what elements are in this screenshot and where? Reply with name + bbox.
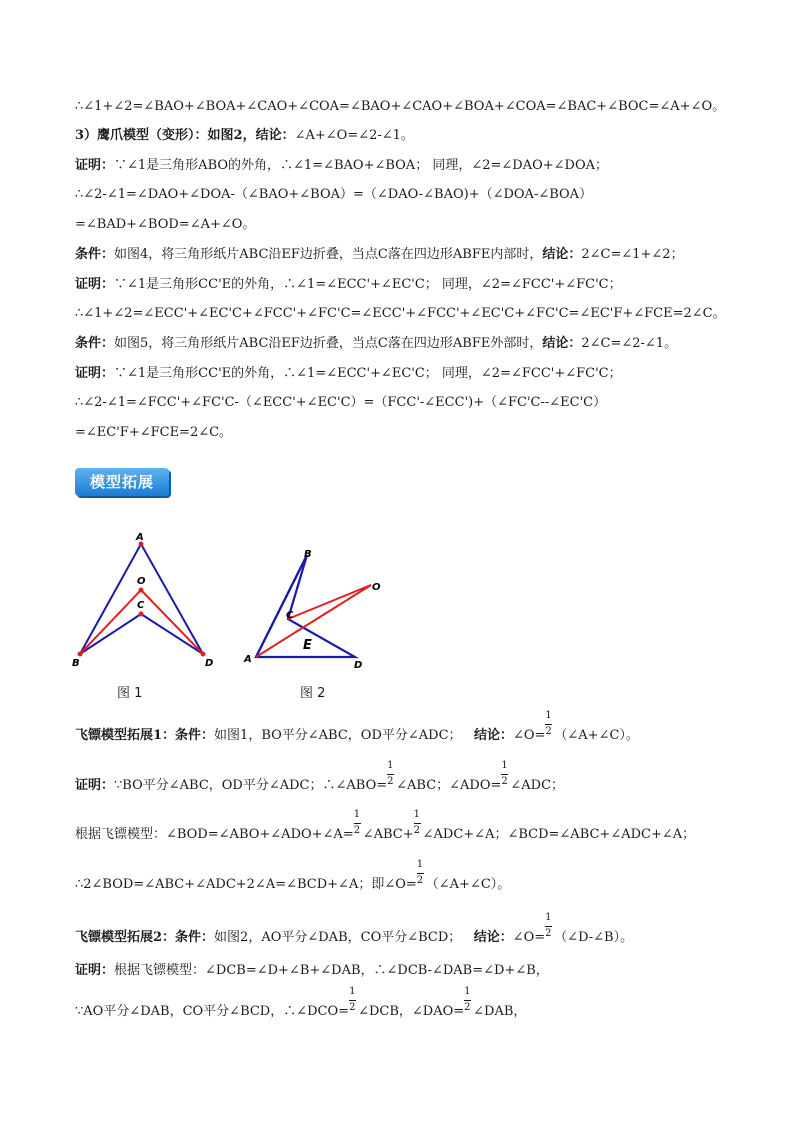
condition-label: 条件：: [75, 336, 115, 351]
text: 根据飞镖模型：∠DCB=∠D+∠B+∠DAB，∴∠DCB-∠DAB=∠D+∠B，: [114, 963, 549, 978]
figure-1-dart-diagram: [68, 528, 228, 673]
condition-line-fig4: [75, 246, 684, 264]
fig1-outer-dart: [80, 544, 203, 654]
frac-bar: [417, 873, 424, 874]
text: ∴∠2-∠1=∠DAO+∠DOA-（∠BAO+∠BOA）=（∠DAO-∠BAO)+（∠DOA-∠BOA）: [75, 187, 593, 202]
frac-num: 1: [413, 809, 421, 820]
text: 2∠C=∠1+∠2；: [581, 247, 684, 262]
frac-bar: [545, 926, 552, 927]
proof-label: 证明：: [75, 366, 115, 381]
frac-bar: [414, 823, 421, 824]
fraction-one-half: [545, 710, 554, 739]
conclusion-label: 结论：: [473, 930, 513, 945]
conclusion-label: 结论：: [473, 728, 513, 743]
proof-line-7: [75, 276, 622, 294]
text: 如图2，AO平分∠DAB，CO平分∠BCD；: [214, 930, 462, 945]
model-extension-badge: 模型拓展: [75, 468, 169, 496]
text: ∵∠1是三角形ABO的外角，∴∠1=∠BAO+∠BOA； 同理，∠2=∠DAO+∠DOA；: [114, 158, 608, 173]
fraction-one-half: [387, 760, 396, 789]
figure-2-caption: 图 2: [300, 686, 326, 701]
fraction-one-half: [413, 809, 423, 838]
ext1-proof-line-3: [75, 859, 511, 894]
frac-den: 2: [545, 928, 552, 939]
heading-text: 3）鹰爪模型（变形）：如图2，结论：: [75, 128, 295, 143]
fraction-one-half: [353, 809, 363, 838]
frac-den: 2: [349, 1002, 356, 1013]
text: ∴2∠BOD=∠ABC+∠ADC+2∠A=∠BCD+∠A；即∠O=: [75, 877, 417, 892]
figure-1-caption: 图 1: [117, 686, 143, 701]
proof-line-3: [75, 157, 608, 175]
fraction-one-half: [416, 859, 426, 888]
ext1-title: 飞镖模型拓展1：条件：: [75, 728, 215, 743]
fig2-label-d: D: [354, 660, 363, 671]
fig1-label-d: D: [205, 658, 214, 669]
proof-label: 证明：: [75, 158, 115, 173]
text: ∠DAB，: [473, 1004, 527, 1019]
ext2-title: 飞镖模型拓展2：条件：: [75, 930, 215, 945]
frac-bar: [349, 1000, 356, 1001]
fig1-point-d: [201, 652, 206, 657]
frac-den: 2: [353, 825, 361, 836]
fig1-label-b: B: [72, 658, 80, 669]
frac-num: 1: [416, 859, 424, 870]
proof-line-8: [75, 305, 726, 323]
frac-num: 1: [349, 986, 356, 997]
proof-line-1: [75, 98, 725, 116]
frac-den: 2: [501, 776, 508, 787]
frac-bar: [387, 774, 394, 775]
condition-label: 条件：: [75, 247, 115, 262]
frac-num: 1: [545, 710, 552, 721]
frac-den: 2: [416, 875, 424, 886]
fig2-label-b: B: [304, 549, 312, 560]
frac-num: 1: [353, 809, 361, 820]
frac-den: 2: [464, 1002, 471, 1013]
text: ∴∠2-∠1=∠FCC'+∠FC'C-（∠ECC'+∠EC'C）=（FCC'-∠ECC')+（∠FC'C--∠EC'C）: [75, 395, 607, 410]
proof-line-11: [75, 394, 606, 412]
text: ∵∠1是三角形CC'E的外角，∴∠1=∠ECC'+∠EC'C； 同理，∠2=∠FCC'+∠FC'C；: [114, 277, 622, 292]
condition-line-fig5: [75, 335, 677, 353]
ext2-condition-line: [75, 912, 634, 947]
fraction-one-half: [545, 912, 554, 941]
proof-line-10: [75, 365, 622, 383]
ext1-condition-line: [75, 710, 639, 745]
fig1-point-b: [78, 652, 83, 657]
text: （∠A+∠C）。: [425, 877, 511, 892]
fig1-label-o: O: [137, 576, 146, 587]
fraction-one-half: [349, 986, 358, 1015]
text: （∠A+∠C）。: [554, 728, 639, 743]
fig2-label-o: O: [372, 582, 381, 593]
text: ∴∠1+∠2=∠BAO+∠BOA+∠CAO+∠COA=∠BAO+∠CAO+∠BOA+∠COA=∠BAC+∠BOC=∠A+∠O。: [75, 99, 726, 114]
fig2-label-a: A: [244, 654, 252, 665]
fraction-one-half: [501, 760, 510, 789]
text: ∠O=: [512, 728, 546, 743]
frac-num: 1: [387, 760, 394, 771]
ext1-proof-line-1: [75, 760, 565, 795]
text: ∠ABC；∠ADO=: [396, 778, 502, 793]
fig1-point-c: [139, 612, 144, 617]
fig1-point-o: [139, 588, 144, 593]
fig1-label-a: A: [136, 532, 144, 543]
fraction-one-half: [464, 986, 473, 1015]
text: ∵AO平分∠DAB，CO平分∠BCD，∴∠DCO=: [75, 1004, 350, 1019]
frac-num: 1: [464, 986, 471, 997]
text: 如图5，将三角形纸片ABC沿EF边折叠，当点C落在四边形ABFE外部时，: [114, 336, 543, 351]
text: ∠ADC；: [510, 778, 565, 793]
fig2-red-co: [288, 585, 371, 619]
text: ∵BO平分∠ABC，OD平分∠ADC；∴∠ABO=: [114, 778, 388, 793]
proof-label: 证明：: [75, 277, 115, 292]
frac-bar: [354, 823, 361, 824]
frac-den: 2: [545, 726, 552, 737]
proof-label: 证明：: [75, 778, 115, 793]
figure-2-crossed-diagram: [240, 545, 390, 673]
text: ∵∠1是三角形CC'E的外角，∴∠1=∠ECC'+∠EC'C； 同理，∠2=∠FCC'+∠FC'C；: [114, 366, 622, 381]
text: ∴∠1+∠2=∠ECC'+∠EC'C+∠FCC'+∠FC'C=∠ECC'+∠FCC'+∠EC'C+∠FC'C=∠EC'F+∠FCE=2∠C。: [75, 306, 726, 321]
text: ∠ABC+: [362, 827, 414, 842]
conclusion-label: 结论：: [542, 336, 582, 351]
proof-line-4: [75, 186, 592, 204]
fig2-label-e: E: [303, 638, 312, 653]
ext1-proof-line-2: [75, 809, 696, 844]
proof-line-5: [75, 216, 255, 234]
proof-label: 证明：: [75, 963, 115, 978]
frac-bar: [464, 1000, 471, 1001]
proof-line-12: [75, 424, 232, 442]
text: ∠DCB，∠DAO=: [358, 1004, 465, 1019]
conclusion-label: 结论：: [542, 247, 582, 262]
fig2-label-c: C: [286, 610, 294, 621]
fig1-label-c: C: [137, 600, 145, 611]
text: =∠BAD+∠BOD=∠A+∠O。: [75, 217, 256, 232]
text: =∠EC'F+∠FCE=2∠C。: [75, 425, 233, 440]
ext2-proof-line-2: [75, 986, 527, 1021]
frac-bar: [545, 724, 552, 725]
text: 根据飞镖模型：∠BOD=∠ABO+∠ADO+∠A=: [75, 827, 354, 842]
claw-variant-heading: [75, 127, 414, 145]
text: ∠ADC+∠A；∠BCD=∠ABC+∠ADC+∠A；: [422, 827, 696, 842]
text: ∠O=: [512, 930, 546, 945]
text: （∠D-∠B）。: [554, 930, 634, 945]
frac-den: 2: [387, 776, 394, 787]
frac-bar: [501, 774, 508, 775]
ext2-proof-line-1: [75, 962, 549, 980]
frac-den: 2: [413, 825, 421, 836]
frac-num: 1: [501, 760, 508, 771]
frac-num: 1: [545, 912, 552, 923]
text: ∠A+∠O=∠2-∠1。: [294, 128, 414, 143]
text: 2∠C=∠2-∠1。: [581, 336, 678, 351]
text: 如图4，将三角形纸片ABC沿EF边折叠，当点C落在四边形ABFE内部时，: [114, 247, 543, 262]
text: 如图1，BO平分∠ABC，OD平分∠ADC；: [214, 728, 462, 743]
